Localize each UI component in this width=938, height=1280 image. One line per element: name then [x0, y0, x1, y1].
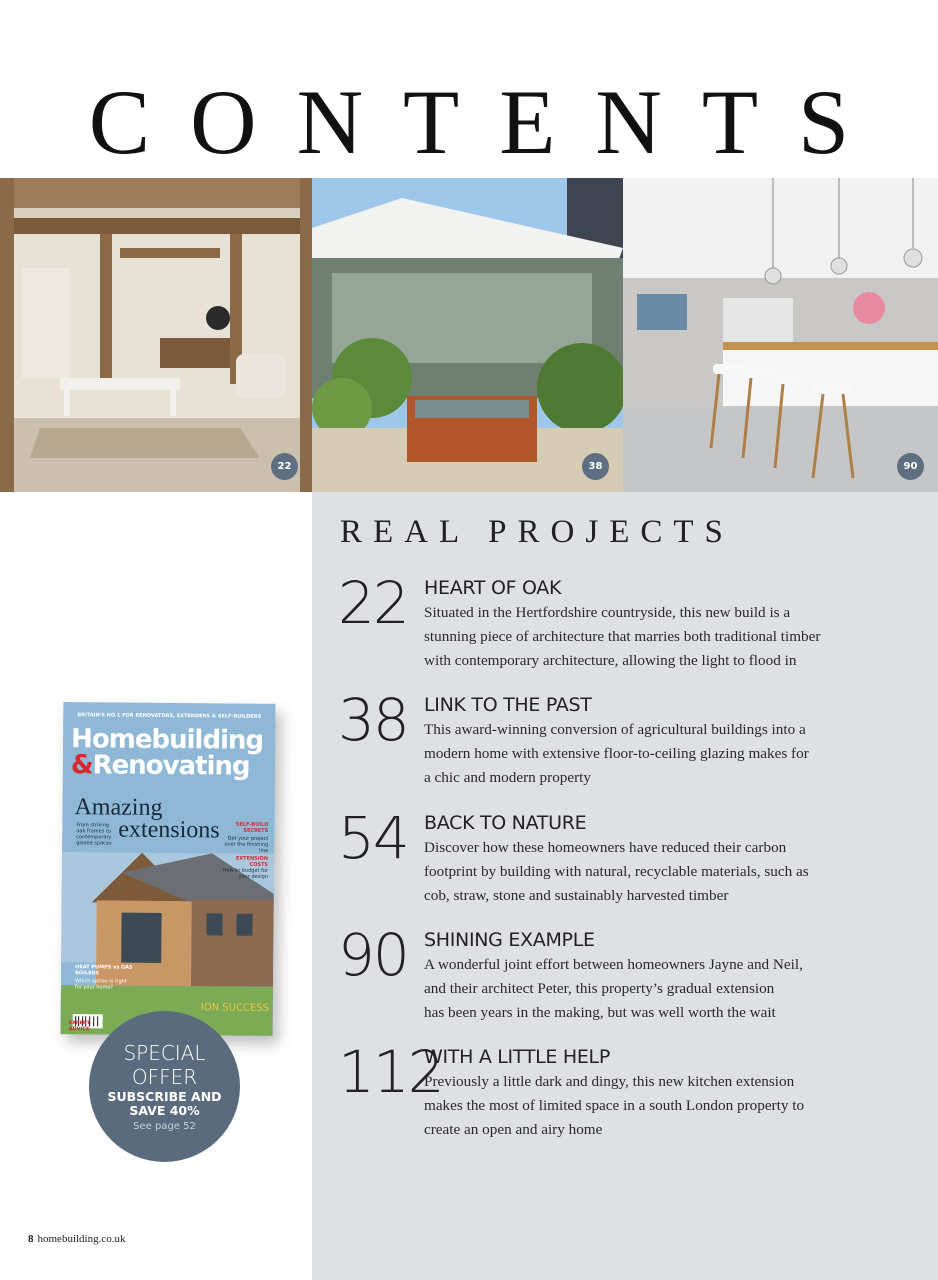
contents-entry[interactable]	[338, 569, 858, 682]
cover-masthead-2: &Renovating	[70, 750, 250, 782]
kitchen-image	[623, 178, 938, 492]
offer-subscribe: SUBSCRIBE AND SAVE 40%	[107, 1089, 222, 1118]
offer-page-ref: See page 52	[133, 1121, 196, 1132]
cover-headline: Amazing extensions	[74, 794, 220, 844]
entry-description: Discover how these homeowners have reduced their carbon footprint by building with natural, recyclable materials, such as cob, straw, stone and sustainably harvested timber	[424, 839, 809, 904]
photo-shining-example[interactable]	[623, 178, 938, 492]
cover-masthead: Homebuilding	[70, 724, 264, 756]
cover-heat-text: Which option is right for your home?	[74, 978, 127, 991]
entry-heading: WITH A LITTLE HELP	[424, 1046, 610, 1068]
page-badge: 90	[897, 453, 924, 480]
entry-page-number: 22	[338, 569, 408, 637]
page-title: CONTENTS	[88, 71, 890, 173]
cover-strap: From striking oak frames to contemporary glazed spaces	[76, 822, 112, 847]
cover-side-title: SELF-BUILD SECRETS	[235, 821, 269, 834]
entry-page-number: 90	[338, 921, 408, 989]
cover-success: ION SUCCESS	[200, 1002, 269, 1014]
contents-entry[interactable]	[338, 1038, 858, 1151]
entry-page-number: 112	[338, 1038, 443, 1106]
footer-page-number: 8	[28, 1233, 34, 1245]
footer-site[interactable]: homebuilding.co.uk	[37, 1233, 126, 1245]
contents-entry[interactable]	[338, 686, 858, 799]
cover-side-text-2: How to budget for your design	[222, 867, 269, 880]
entry-heading: LINK TO THE PAST	[424, 694, 592, 716]
cover-heat-title: HEAT PUMPS vs GAS BOILERS	[75, 964, 133, 977]
entry-description: This award-winning conversion of agricultural buildings into a modern home with extensive floor-to-ceiling glazing makes for a chic and modern property	[424, 721, 809, 786]
special-offer-badge[interactable]	[89, 1011, 240, 1162]
page-badge: 22	[271, 453, 298, 480]
contents-entry[interactable]	[338, 804, 858, 917]
oak-room-image	[0, 178, 312, 492]
entry-page-number: 38	[338, 686, 408, 754]
entry-description: Previously a little dark and dingy, this new kitchen extension makes the most of limited space in a south London property to create an open and airy home	[424, 1073, 805, 1138]
entry-heading: SHINING EXAMPLE	[424, 929, 595, 951]
entry-description: Situated in the Hertfordshire countryside, this new build is a stunning piece of architecture that marries both traditional timber with contemporary architecture, allowing the light to flood in	[424, 604, 821, 669]
photo-link-to-the-past[interactable]	[312, 178, 623, 492]
cover-side-title-2: EXTENSION COSTS	[235, 855, 269, 868]
entry-page-number: 54	[338, 804, 408, 872]
page-badge: 38	[582, 453, 609, 480]
courtyard-image	[312, 178, 623, 492]
cover-side-text: Get your project over the finishing line	[224, 835, 269, 854]
cover-bottom-left: EXPERT ADVICE	[68, 1020, 91, 1033]
contents-entry[interactable]	[338, 921, 858, 1034]
page-footer	[28, 1233, 126, 1245]
offer-heading: SPECIAL OFFER	[123, 1041, 206, 1089]
photo-heart-of-oak[interactable]	[0, 178, 312, 492]
magazine-cover[interactable]	[61, 702, 276, 1036]
entry-description: A wonderful joint effort between homeowners Jayne and Neil, and their architect Peter, this property’s gradual extension has been years in the making, but was well worth the wait	[424, 956, 803, 1021]
cover-tagline: BRITAIN'S NO.1 FOR RENOVATORS, EXTENDERS & SELF-BUILDERS	[77, 712, 262, 720]
entry-heading: HEART OF OAK	[424, 577, 562, 599]
section-title: REAL PROJECTS	[340, 514, 734, 550]
entry-heading: BACK TO NATURE	[424, 812, 587, 834]
